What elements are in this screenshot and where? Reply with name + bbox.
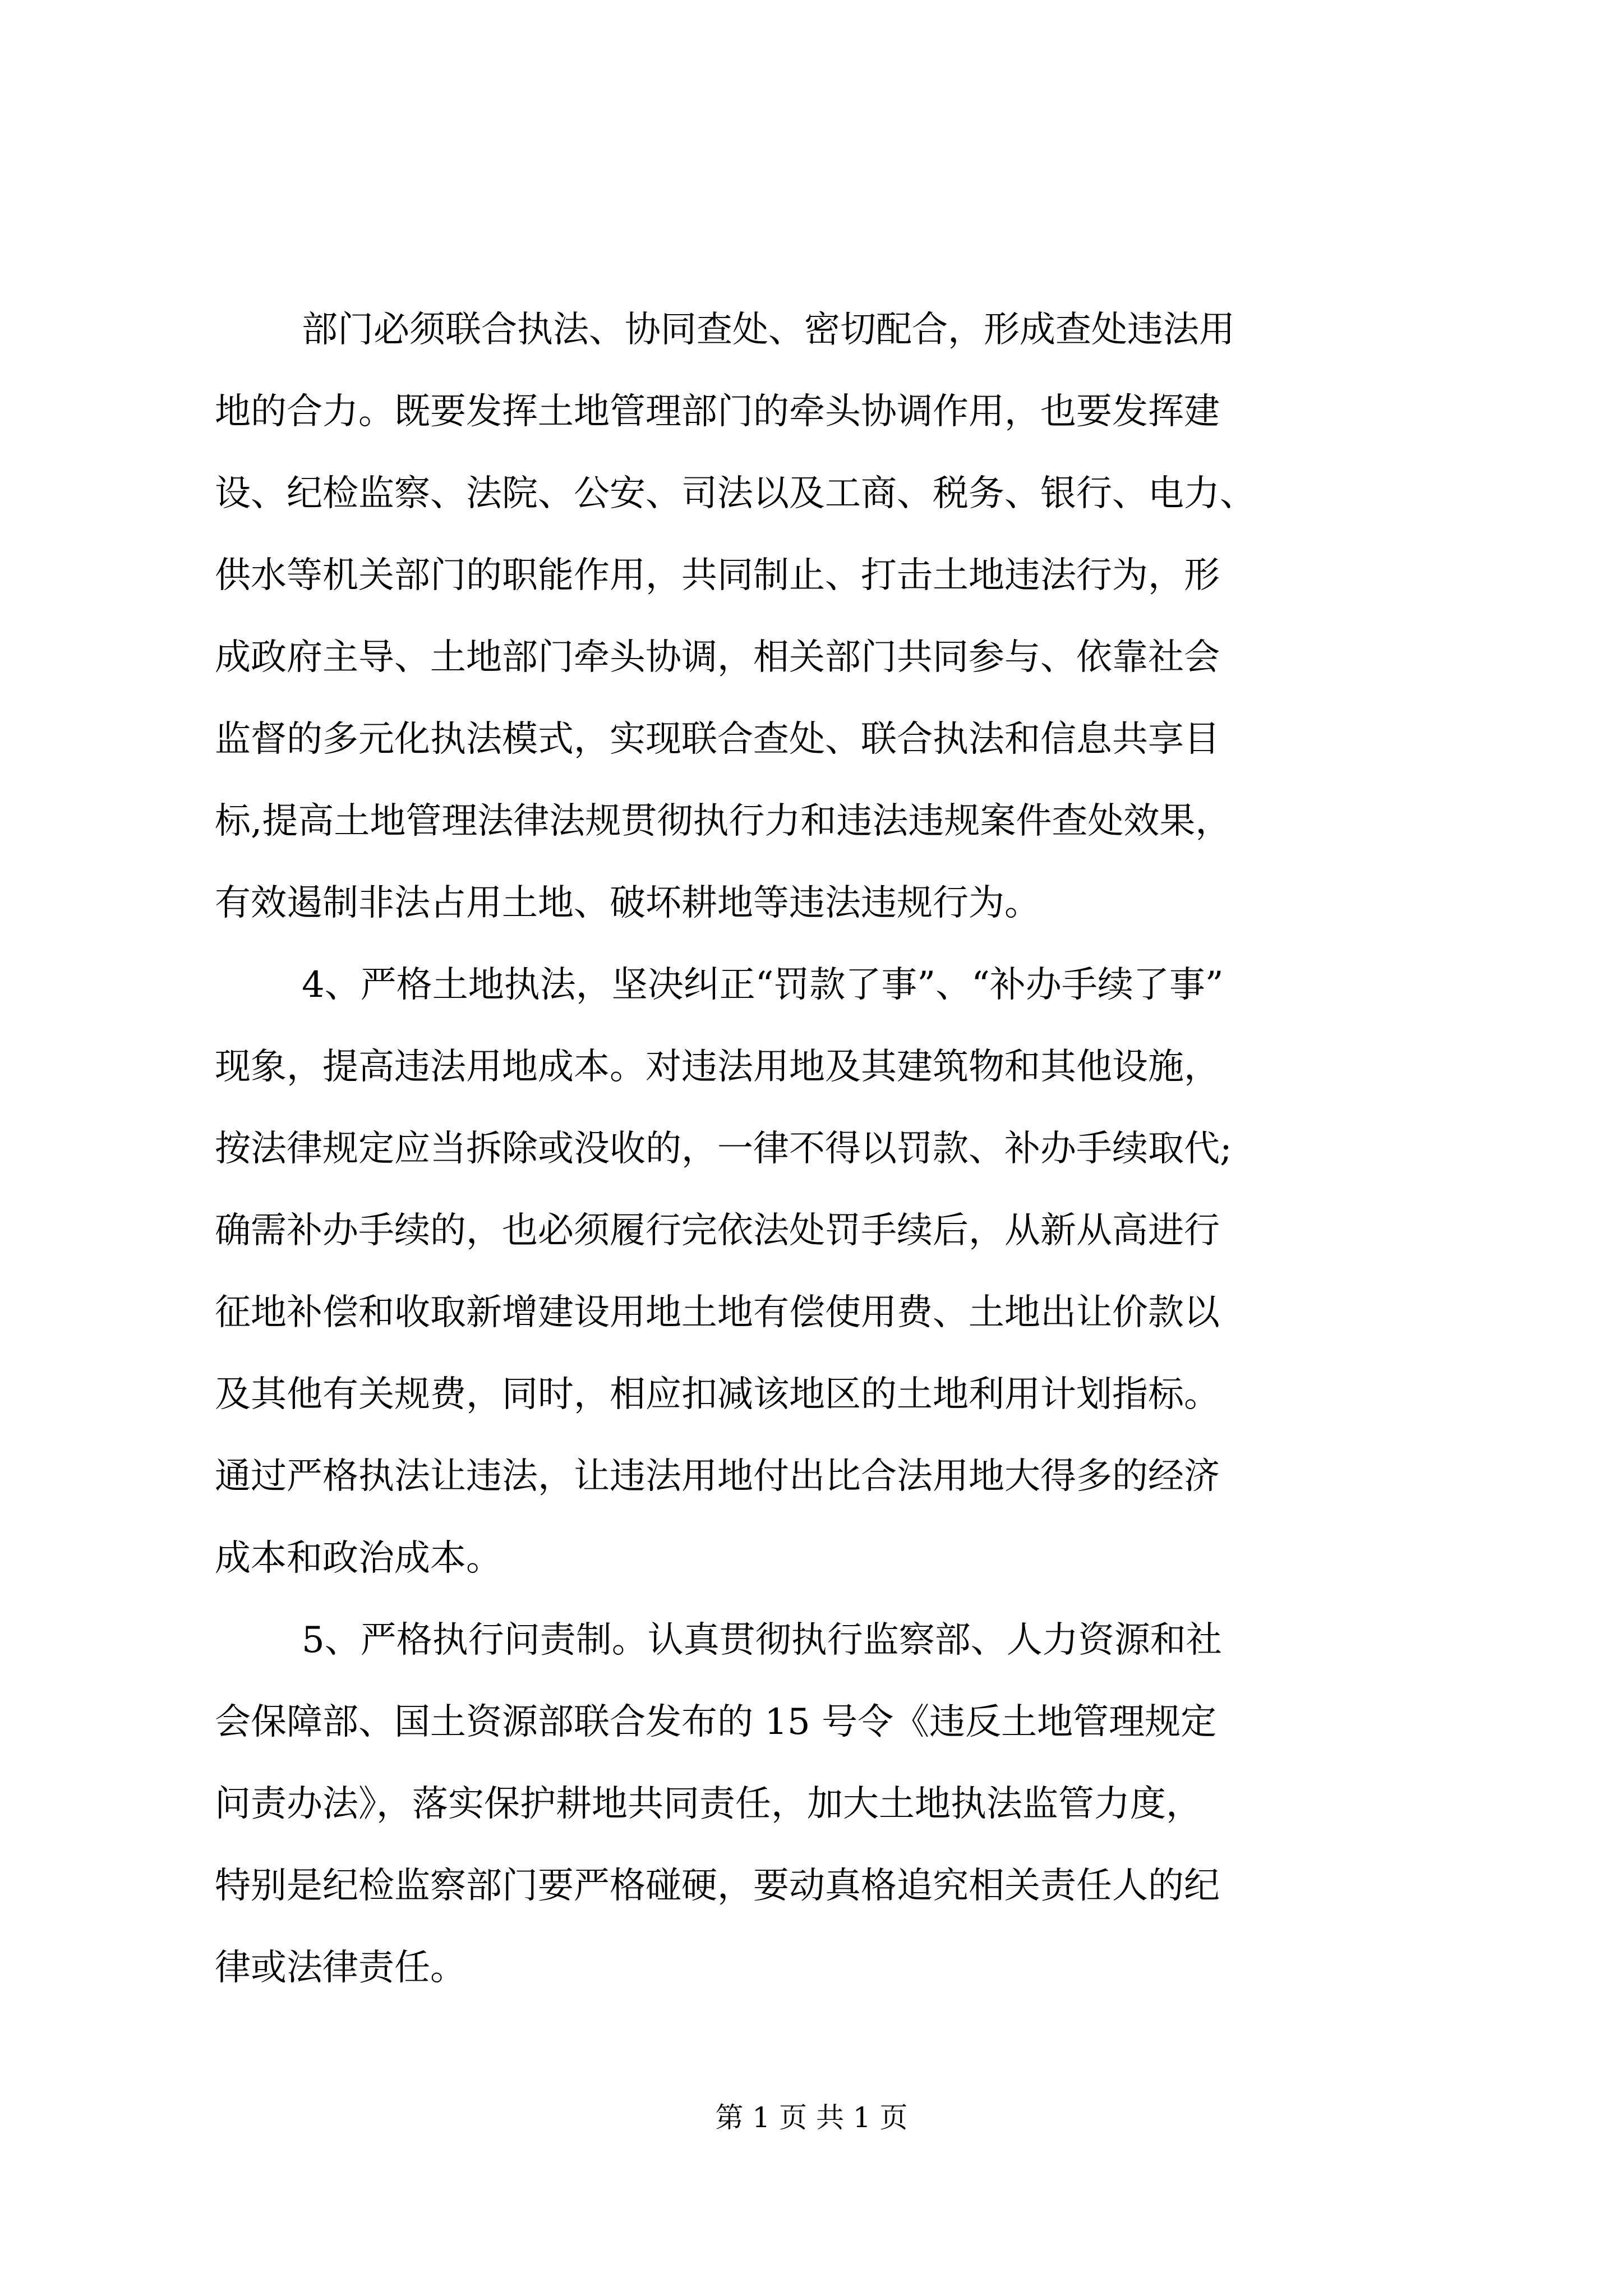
paragraph-line: 确需补办手续的，也必须履行完依法处罚手续后，从新从高进行 — [215, 1210, 1220, 1251]
page-footer: 第 1 页 共 1 页 — [715, 2101, 908, 2134]
paragraph-line: 地的合力。既要发挥土地管理部门的牵头协调作用，也要发挥建 — [215, 391, 1220, 432]
paragraph-line: 成政府主导、土地部门牵头协调，相关部门共同参与、依靠社会 — [215, 637, 1220, 678]
paragraph-line: 律或法律责任。 — [215, 1947, 466, 1989]
paragraph-line: 监督的多元化执法模式，实现联合查处、联合执法和信息共享目 — [215, 719, 1220, 760]
paragraph-line: 标,提高土地管理法律法规贯彻执行力和违法违规案件查处效果， — [215, 800, 1232, 842]
paragraph-line: 4、严格土地执法，坚决纠正“罚款了事”、“补办手续了事” — [302, 964, 1224, 1006]
paragraph-line: 5、严格执行问责制。认真贯彻执行监察部、人力资源和社 — [302, 1619, 1222, 1661]
paragraph-line: 通过严格执法让违法，让违法用地付出比合法用地大得多的经济 — [215, 1456, 1220, 1497]
paragraph-line: 有效遏制非法占用土地、破坏耕地等违法违规行为。 — [215, 882, 1040, 924]
paragraph-line: 供水等机关部门的职能作用，共同制止、打击土地违法行为，形 — [215, 555, 1220, 596]
paragraph-line: 成本和政治成本。 — [215, 1538, 502, 1579]
paragraph-line: 会保障部、国土资源部联合发布的 15 号令《违反土地管理规定 — [215, 1701, 1217, 1743]
paragraph-line: 现象，提高违法用地成本。对违法用地及其建筑物和其他设施， — [215, 1046, 1220, 1088]
paragraph-line: 及其他有关规费，同时，相应扣减该地区的土地利用计划指标。 — [215, 1374, 1220, 1415]
paragraph-line: 问责办法》，落实保护耕地共同责任，加大土地执法监管力度， — [215, 1783, 1202, 1825]
paragraph-line: 按法律规定应当拆除或没收的，一律不得以罚款、补办手续取代; — [215, 1128, 1232, 1170]
paragraph-line: 特别是纪检监察部门要严格碰硬，要动真格追究相关责任人的纪 — [215, 1865, 1220, 1907]
paragraph-line: 部门必须联合执法、协同查处、密切配合，形成查处违法用 — [302, 309, 1235, 351]
paragraph-line: 设、纪检监察、法院、公安、司法以及工商、税务、银行、电力、 — [215, 473, 1256, 514]
paragraph-line: 征地补偿和收取新增建设用地土地有偿使用费、土地出让价款以 — [215, 1292, 1220, 1333]
